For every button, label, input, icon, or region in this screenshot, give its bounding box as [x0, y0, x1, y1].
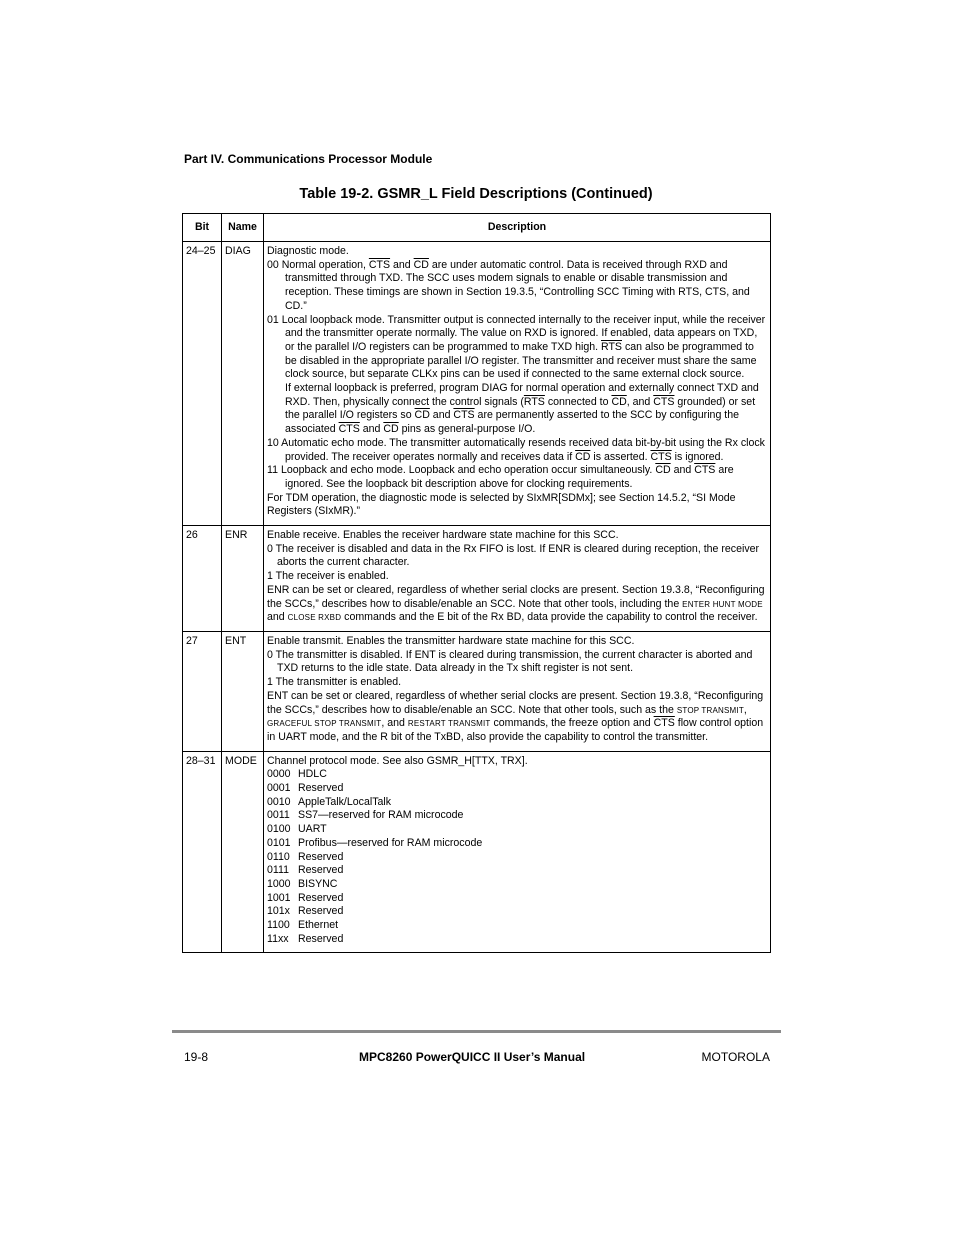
desc-intro: Enable transmit. Enables the transmitter hardware state machine for this SCC. — [267, 634, 635, 647]
cell-name: ENT — [222, 631, 264, 751]
mode-code-item: 1000 BISYNC — [267, 877, 338, 890]
footer-divider — [172, 1030, 781, 1033]
column-header-description: Description — [264, 214, 771, 242]
option-01: 01 Local loopback mode. Transmitter output is connected internally to the receiver input, while the receiver and the transmitter operate normally. The value on RXD is ignored. If enabled, data appears on TXD, or the parallel I/O registers can be programmed to make TXD high. $\overline{RTS}$ can also be programmed to be disabled in the appropriate parallel I/O register. The transmitter and receiver must share the same clock source, but separate CLKx pins can be used if connected to the same external clock source. — [267, 313, 766, 381]
desc-intro: Channel protocol mode. See also GSMR_H[TTX, TRX]. — [267, 754, 528, 767]
cell-bit: 28–31 — [183, 751, 222, 953]
mode-code-item: 0000 HDLC — [267, 768, 327, 781]
cell-bit: 27 — [183, 631, 222, 751]
table-row-diag — [183, 242, 771, 526]
external-loopback-note: If external loopback is preferred, program DIAG for normal operation and externally connect TXD and RXD. Then, physically connect the control signals ($\overline{RTS}$ connected to $\overline{CD}$, and $\overline{CTS}$ grounded) or set the parallel I/O registers so $\overline{CD}$ and $\overline{CTS}$ are permanently asserted to the SCC by configuring the associated $\overline{CTS}$ and $\overline{CD}$ pins as general-purpose I/O. — [285, 382, 759, 436]
mode-code-item: 0110 Reserved — [267, 850, 344, 863]
option-11: 11 Loopback and echo mode. Loopback and echo operation occur simultaneously. $\overline{CD}$ and $\overline{CTS}$ are ignored. See the loopback bit description above for clocking requirements. — [267, 464, 734, 490]
mode-code-item: 0101 Profibus—reserved for RAM microcode — [267, 836, 483, 849]
mode-code-item: 1100 Ethernet — [267, 919, 339, 932]
option-0: 0 The transmitter is disabled. If ENT is cleared during transmission, the current character is aborted and TXD returns to the idle state. Data already in the Tx shift register is not sent. — [267, 648, 753, 675]
column-header-name: Name — [222, 214, 264, 242]
cell-description — [264, 751, 771, 953]
option-1: 1 The transmitter is enabled. — [267, 676, 402, 689]
page-number: 19-8 — [184, 1050, 209, 1064]
cell-bit: 24–25 — [183, 242, 222, 526]
mode-code-item: 0011 SS7—reserved for RAM microcode — [267, 809, 464, 822]
mode-code-item: 1001 Reserved — [267, 891, 344, 904]
section-header: Part IV. Communications Processor Module — [184, 152, 433, 166]
field-descriptions-table — [182, 213, 771, 953]
cell-description — [264, 242, 771, 526]
cell-bit: 26 — [183, 526, 222, 632]
ent-note: ENT can be set or cleared, regardless of whether serial clocks are present. Section 19.3.8, “Reconfiguring the SCCs,” describes how to disable/enable an SCC. Note that other tools, such as the STOP TRANSMIT, GRACEFUL STOP TRANSMIT, and RESTART TRANSMIT commands, the freeze option and $\overline{CTS}$ flow control option in UART mode, and the R bit of the TxBD, also provide the capability to control the transmitter. — [267, 689, 764, 743]
option-0: 0 The receiver is disabled and data in the Rx FIFO is lost. If ENR is cleared during reception, the receiver aborts the current character. — [267, 542, 760, 569]
option-00: 00 Normal operation, $\overline{CTS}$ and $\overline{CD}$ are under automatic control. Data is received through RXD and transmitted through TXD. The SCC uses modem signals to enable or disable transmission and reception. These timings are shown in Section 19.3.5, “Controlling SCC Timing with RTS, CTS, and CD.” — [267, 258, 750, 312]
mode-code-item: 0111 Reserved — [267, 864, 344, 877]
cell-description — [264, 631, 771, 751]
mode-code-item: 0100 UART — [267, 823, 327, 836]
enr-note: ENR can be set or cleared, regardless of whether serial clocks are present. Section 19.3.8, “Reconfiguring the SCCs,” describes how to disable/enable an SCC. Note that other tools, including the ENTER HUNT MODE and CLOSE RXBD commands and the E bit of the Rx BD, data provide the capability to control the receiver. — [267, 583, 765, 624]
option-10: 10 Automatic echo mode. The transmitter automatically resends received data bit-by-bit using the Rx clock provided. The receiver operates normally and receives data if $\overline{CD}$ is asserted. $\overline{CTS}$ is ignored. — [267, 436, 765, 463]
table-header-row — [183, 214, 771, 242]
mode-code-item: 0001 Reserved — [267, 782, 344, 795]
mode-code-item: 101x Reserved — [267, 905, 344, 918]
company-name: MOTOROLA — [701, 1050, 770, 1064]
table-row-enr — [183, 526, 771, 632]
cell-name: DIAG — [222, 242, 264, 526]
mode-code-item: 0010 AppleTalk/LocalTalk — [267, 795, 392, 808]
cell-name: ENR — [222, 526, 264, 632]
desc-intro: Diagnostic mode. — [267, 245, 349, 257]
cell-description — [264, 526, 771, 632]
cell-name: MODE — [222, 751, 264, 953]
table-row-mode — [183, 751, 771, 953]
table-title: Table 19-2. GSMR_L Field Descriptions (Continued) — [299, 186, 653, 202]
column-header-bit: Bit — [183, 214, 222, 242]
manual-title: MPC8260 PowerQUICC II User’s Manual — [359, 1050, 586, 1064]
tdm-note: For TDM operation, the diagnostic mode is selected by SIxMR[SDMx]; see Section 14.5.2, “SI Mode Registers (SIxMR).” — [267, 491, 736, 518]
desc-intro: Enable receive. Enables the receiver hardware state machine for this SCC. — [267, 529, 619, 542]
table-row-ent — [183, 631, 771, 751]
option-1: 1 The receiver is enabled. — [267, 570, 389, 583]
mode-code-item: 11xx Reserved — [267, 932, 344, 945]
